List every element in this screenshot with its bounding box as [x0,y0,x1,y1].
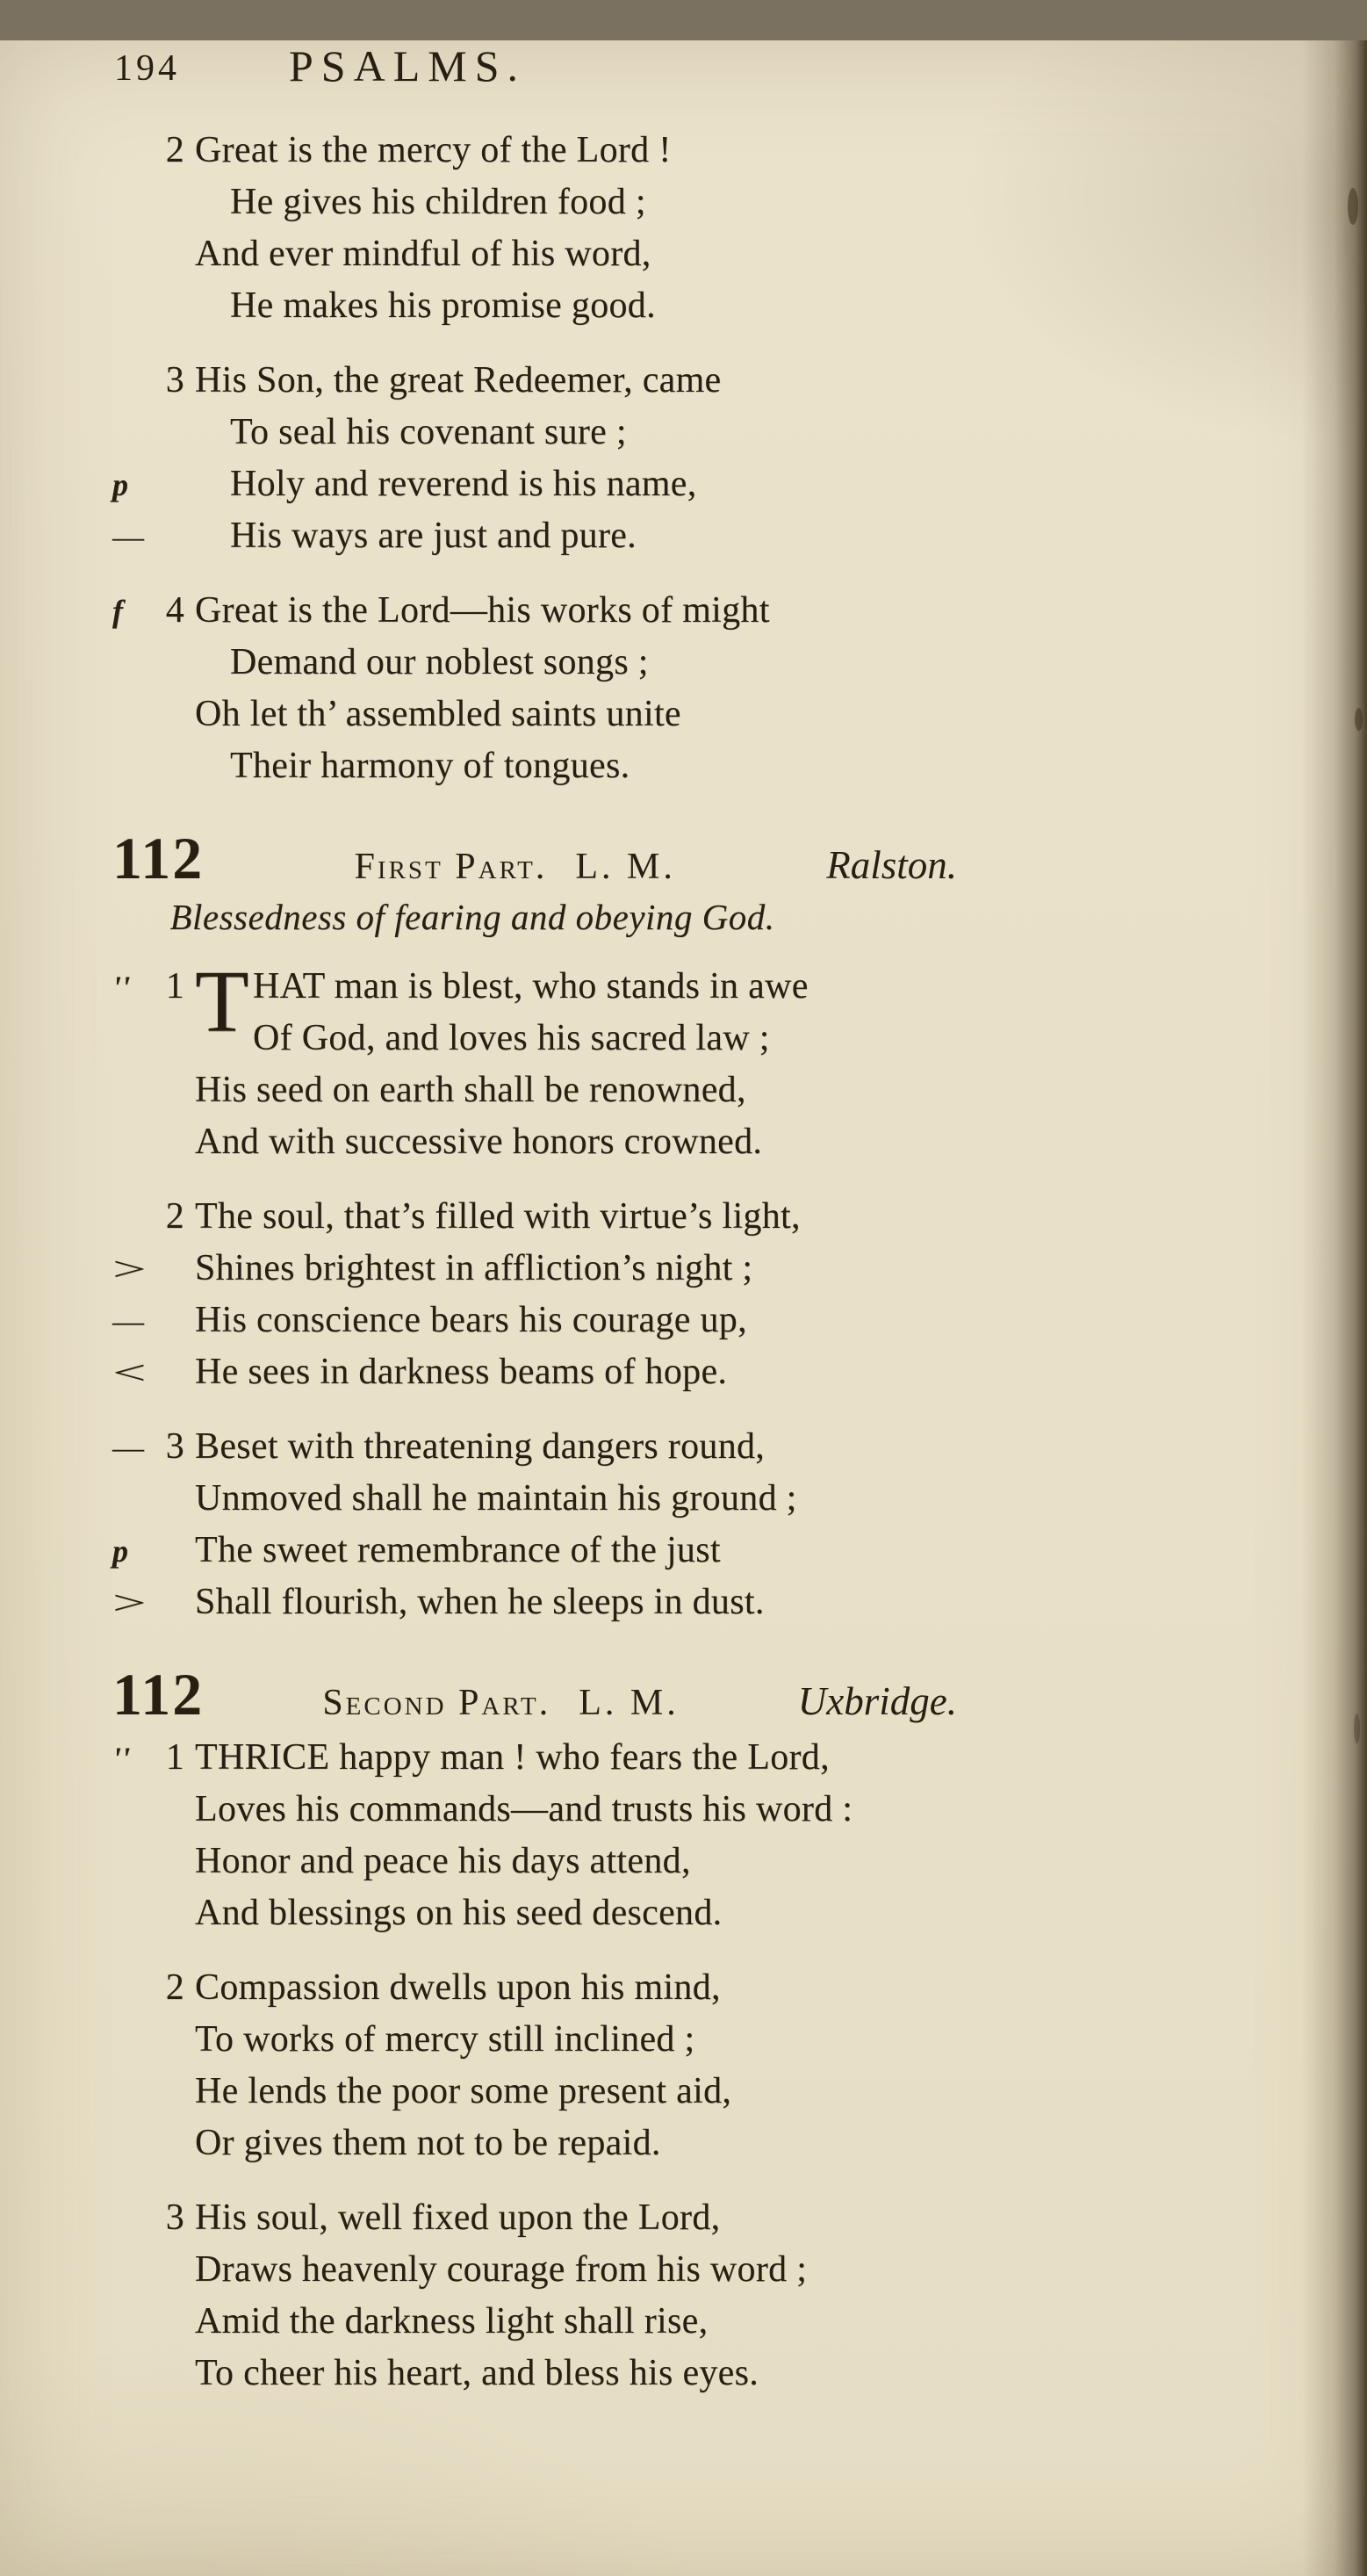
verse-line-text: Great is the Lord—his works of might [195,590,770,631]
verse-line-text: Of God, and loves his sacred law ; [253,1018,770,1058]
hymn-heading [112,827,957,889]
verse-line [0,1784,1367,1836]
verse-line [0,1064,1367,1116]
verse-line [0,2244,1367,2296]
verse [0,1732,1367,1939]
verse-line-text: He makes his promise good. [230,285,656,326]
hymn-part-group [204,846,826,888]
verse-line [0,689,1367,740]
verse [0,1421,1367,1628]
verse-line-text: The sweet remembrance of the just [195,1530,721,1570]
verse-number: 2 [165,1196,184,1237]
verse-number: 1 [165,1737,184,1778]
verse-number: 3 [165,360,184,400]
verse-line-text: To cheer his heart, and bless his eyes. [195,2353,759,2393]
verse-line-text: HAT man is blest, who stands in awe [253,966,809,1007]
verse-number: 3 [165,1426,184,1467]
verse-line-text: Their harmony of tongues. [230,746,630,786]
expression-mark: '' [112,1741,131,1776]
verse-line [0,1473,1367,1525]
verse [0,952,1367,1168]
verse-number: 4 [165,590,184,631]
running-head [112,40,957,93]
verse [0,585,1367,792]
verse-number: 2 [165,130,184,170]
verse-line-text: Unmoved shall he maintain his ground ; [195,1478,797,1519]
verse-line [0,1962,1367,2014]
drop-cap: T [195,952,249,1050]
verse-line-text: Holy and reverend is his name, [230,464,697,504]
verse-line-text: Compassion dwells upon his mind, [195,1967,721,2008]
verse-line [0,1732,1367,1784]
verse-line-text: To seal his covenant sure ; [230,412,627,452]
verse [0,1191,1367,1398]
verse-line-text: And ever mindful of his word, [195,234,651,274]
hymn-number: 112 [112,1661,205,1728]
verse [0,2192,1367,2399]
verse-group [0,952,1367,1628]
verse-line [0,177,1367,228]
verse-group [0,1732,1367,2399]
hymn-tune-name: Ralston. [826,843,957,887]
verse-line-text: Draws heavenly courage from his word ; [195,2249,808,2290]
verse-line [0,2066,1367,2118]
verse-line-text: His soul, well fixed upon the Lord, [195,2197,721,2238]
verse-line-text: He sees in darkness beams of hope. [195,1352,728,1392]
verse-number: 1 [165,966,184,1007]
expression-mark: > [112,1584,147,1621]
verse-line [0,280,1367,332]
hymn-part-group [204,1682,798,1724]
hymn-part-label: Second Part. [322,1683,551,1723]
hymn-meter: L. M. [579,1683,680,1723]
verse-line-text: And blessings on his seed descend. [195,1893,723,1933]
verse-line [0,228,1367,280]
verse-line-text: His conscience bears his courage up, [195,1300,747,1340]
hymn-part-label: First Part. [354,847,548,887]
verse-line [0,1295,1367,1346]
page-title: PSALMS. [288,41,527,90]
expression-mark: f [112,594,124,629]
hymn-tune-name: Uxbridge. [797,1679,957,1723]
verse-line [0,1191,1367,1243]
verse-line [0,1421,1367,1473]
verse-line-text: He gives his children food ; [230,182,646,222]
verse-line-text: Shall flourish, when he sleeps in dust. [195,1582,765,1622]
verse-line-text: And with successive honors crowned. [195,1122,763,1162]
verse-line [0,1836,1367,1887]
expression-mark: — [112,1303,145,1339]
verse-line [0,2118,1367,2169]
verse-line [0,1525,1367,1577]
hymn-meter: L. M. [575,847,676,887]
verse-line-text: Loves his commands—and trusts his word : [195,1789,853,1829]
expression-mark: > [112,1250,147,1288]
verse-line [0,1346,1367,1398]
verse-line [0,510,1367,562]
verse-line [0,125,1367,177]
verse-line [0,2348,1367,2399]
verse [0,355,1367,562]
hymn-number: 112 [112,825,205,891]
verse-line [0,637,1367,689]
expression-mark: — [112,519,145,554]
expression-mark: p [112,1533,129,1569]
verse-line-text: Honor and peace his days attend, [195,1841,691,1881]
verse-line [0,2192,1367,2244]
verse [0,125,1367,332]
verse-line-text: The soul, that’s filled with virtue’s light, [195,1196,801,1237]
verse-line-text: Or gives them not to be repaid. [195,2123,661,2163]
verse-group [0,125,1367,792]
expression-mark: p [112,467,129,502]
verse-line [0,458,1367,510]
verse-line [0,585,1367,637]
hymn-content [0,125,1367,2399]
verse-line-text: His seed on earth shall be renowned, [195,1070,746,1110]
verse-line-text: Beset with threatening dangers round, [195,1426,766,1467]
hymn-heading [112,1661,957,1728]
verse-line-text: To works of mercy still inclined ; [195,2019,695,2060]
verse-line [0,1243,1367,1295]
page-number: 194 [114,48,180,89]
verse-line-text: Amid the darkness light shall rise, [195,2301,709,2341]
verse-line-text: Demand our noblest songs ; [230,642,649,682]
expression-mark: — [112,1430,145,1465]
verse-line [0,2014,1367,2066]
verse-line [0,1577,1367,1628]
verse-line-text: Shines brightest in affliction’s night ; [195,1248,753,1288]
verse-line-text: Oh let th’ assembled saints unite [195,694,681,734]
verse-line [0,355,1367,407]
book-page [0,40,1367,2576]
verse-line [0,2296,1367,2348]
verse-line [0,1116,1367,1168]
verse-line [0,1887,1367,1939]
hymn-subtitle: Blessedness of fearing and obeying God. [169,897,775,937]
verse-line-text: Great is the mercy of the Lord ! [195,130,672,170]
verse-line [0,407,1367,458]
verse-line-text: His Son, the great Redeemer, came [195,360,722,400]
verse-number: 3 [165,2197,184,2238]
verse-line-text: His ways are just and pure. [230,516,637,556]
verse [0,1962,1367,2169]
verse-line-text: He lends the poor some present aid, [195,2071,732,2111]
expression-mark: '' [112,970,131,1005]
expression-mark: < [112,1353,147,1391]
verse-line-text: THRICE happy man ! who fears the Lord, [195,1737,830,1778]
verse-number: 2 [165,1967,184,2008]
verse-line [0,740,1367,792]
